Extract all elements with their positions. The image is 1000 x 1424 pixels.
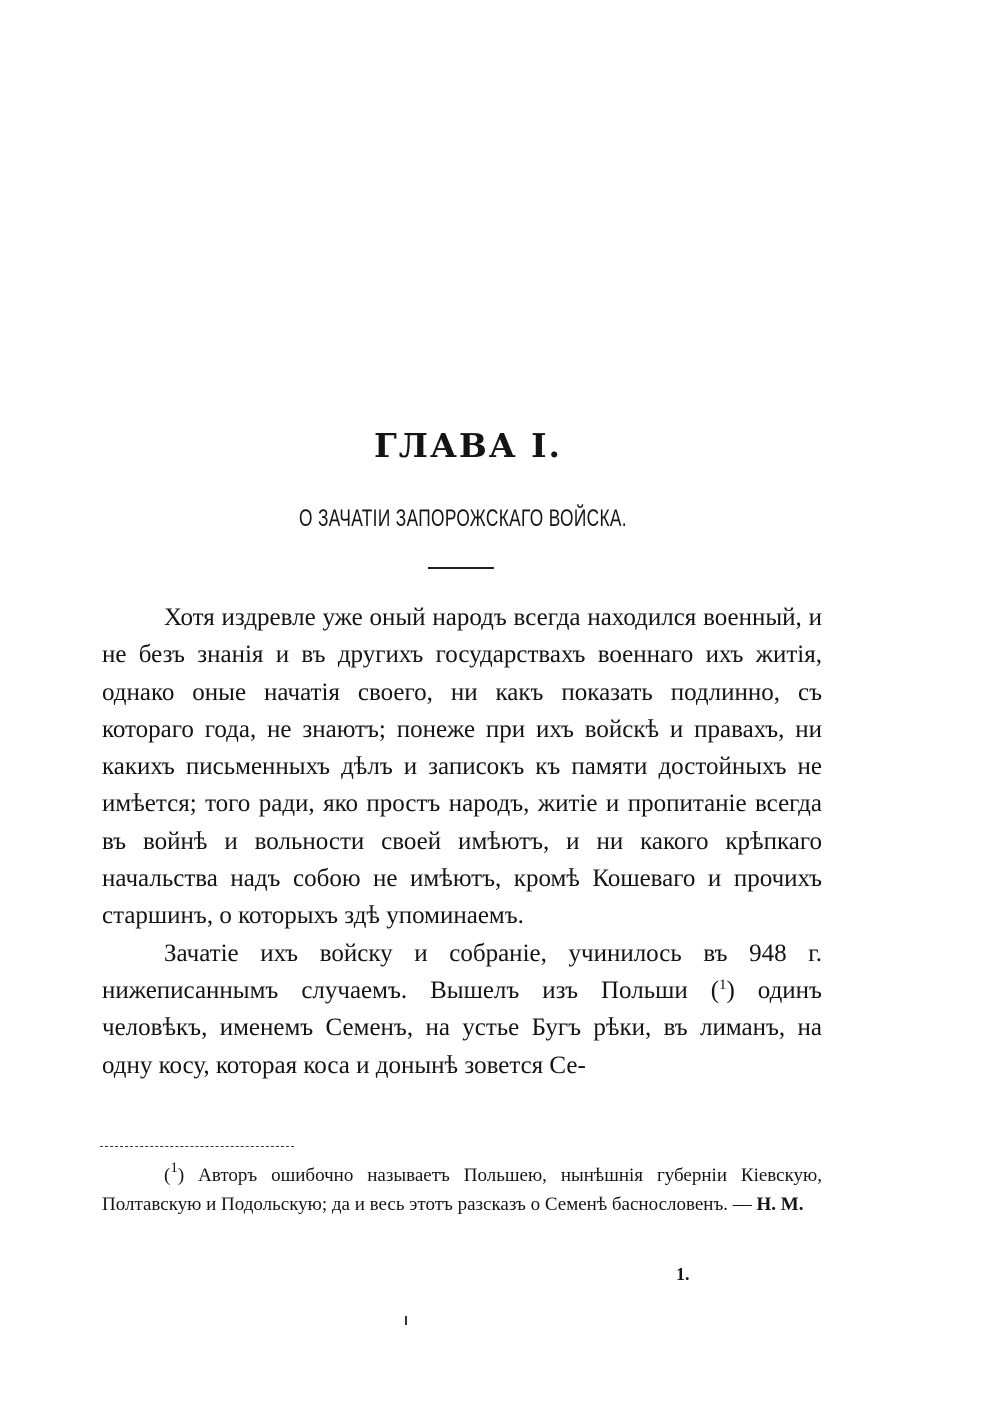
- footnote-marker: 1: [170, 1160, 178, 1176]
- footnote-reference: 1: [719, 976, 727, 993]
- footnote-open-paren: (: [164, 1165, 171, 1186]
- footnote-body: [102, 1162, 822, 1219]
- print-mark: [405, 1316, 407, 1325]
- footnote-signature: Н. М.: [756, 1193, 804, 1215]
- chapter-title: ГЛАВА I.: [373, 426, 563, 465]
- footnote-text: Авторъ ошибочно называетъ Польшею, нынѣшнія губерніи Кіевскую, Полтавскую и Подольскую; да и весь этотъ разсказъ о Семенѣ баснословенъ. —: [102, 1165, 822, 1215]
- footnote-close-paren: ): [177, 1165, 199, 1186]
- footnote-separator: [100, 1146, 294, 1147]
- title-divider: [428, 567, 494, 569]
- paragraph-2-part-2: ) одинъ человѣкъ, именемъ Семенъ, на устье Бугъ рѣки, въ лиманъ, на одну косу, которая коса и донынѣ зовется Се-: [102, 976, 822, 1079]
- footnote: [102, 1162, 822, 1219]
- paragraph-2: [102, 935, 822, 1084]
- chapter-subtitle: О ЗАЧАТІИ ЗАПОРОЖСКАГО ВОЙСКА.: [299, 505, 627, 532]
- paragraph-1: Хотя издревле уже оный народъ всегда находился военный, и не безъ знанія и въ другихъ государствахъ военнаго ихъ житія, однако оные начатія своего, ни какъ показать подлинно, съ котораго года, не знаютъ; понеже при ихъ войскѣ и правахъ, ни какихъ письменныхъ дѣлъ и записокъ къ памяти достойныхъ не имѣется; того ради, яко простъ народъ, житіе и пропитаніе всегда въ войнѣ и вольности своей имѣютъ, и ни какого крѣпкаго начальства надъ собою не имѣютъ, кромѣ Кошеваго и прочихъ старшинъ, о которыхъ здѣ упоминаемъ.: [102, 604, 822, 930]
- main-text: [102, 599, 822, 1084]
- page-number: 1.: [676, 1264, 690, 1284]
- paragraph-2-part-1: Зачатіе ихъ войску и собраніе, учинилось въ 948 г. нижеписаннымъ случаемъ. Вышелъ изъ Польши (: [102, 939, 822, 1004]
